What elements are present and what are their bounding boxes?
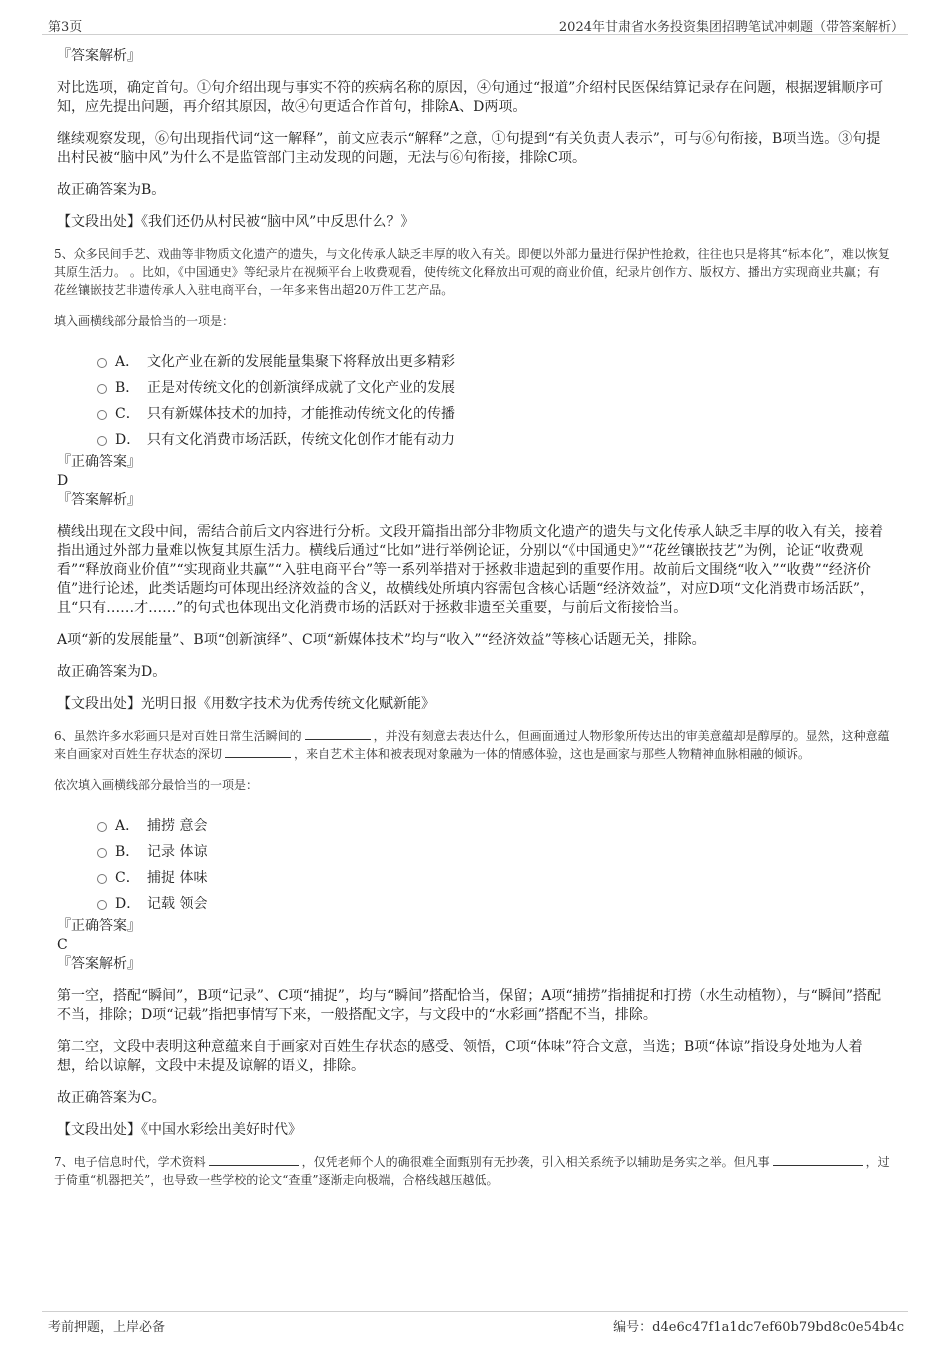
q5-analysis-para2: A项“新的发展能量”、B项“创新演绎”、C项“新媒体技术”均与“收入”“经济效益”等核心话题无关，排除。 — [57, 632, 706, 648]
q6-correct-label: 『正确答案』 — [57, 918, 141, 934]
page-header — [42, 14, 908, 35]
q6-analysis-para2: 第二空，文段中表明这种意蕴来自于画家对百姓生存状态的感受、领悟，C项“体味”符合文意，当选；B项“体谅”指设身处地为人着想，给以谅解，文段中未提及谅解的语义，排除。 — [57, 1039, 863, 1074]
q6-options — [97, 813, 890, 917]
q5-option-c[interactable]: C． 只有新媒体技术的加持，才能推动传统文化的传播 — [97, 401, 890, 427]
blank-line — [209, 1153, 299, 1166]
radio-icon[interactable] — [97, 848, 107, 858]
radio-icon[interactable] — [97, 900, 107, 910]
q6-instruction: 依次填入画横线部分最恰当的一项是： — [54, 778, 259, 792]
page-footer — [42, 1311, 908, 1336]
q5-stem: 5、众多民间手艺、戏曲等非物质文化遗产的遗失，与文化传承人缺乏丰厚的收入有关。即便以外部力量进行保护性抢救，往往也只是将其“标本化”，难以恢复其原生活力。 。比如，《中国通史》等纪录片在视频平台上收费观看，使传统文化释放出可观的商业价值，纪录片创作方、版权方、播出方实现商业共赢；有花丝镶嵌技艺非遗传承人入驻电商平台，一年多来售出超20万件工艺产品。 — [54, 247, 890, 297]
q5-analysis-label: 『答案解析』 — [57, 492, 141, 508]
q6-option-b[interactable]: B． 记录 体谅 — [97, 839, 890, 865]
q6-conclusion: 故正确答案为C。 — [57, 1090, 166, 1106]
q4-analysis-para2: 继续观察发现，⑥句出现指代词“这一解释”，前文应表示“解释”之意，①句提到“有关负责人表示”，可与⑥句衔接，B项当选。③句提出村民被“脑中风”为什么不是监管部门主动发现的问题，无法与⑥句衔接，排除C项。 — [57, 131, 881, 166]
blank-line — [773, 1153, 863, 1166]
blank-line — [305, 727, 371, 740]
q5-correct-label: 『正确答案』 — [57, 454, 141, 470]
q6-analysis-para1: 第一空，搭配“瞬间”，B项“记录”、C项“捕捉”，均与“瞬间”搭配恰当，保留；A项“捕捞”指捕捉和打捞（水生动植物），与“瞬间”搭配不当，排除；D项“记载”指把事情写下来，一般搭配文字，与文段中的“水彩画”搭配不当，排除。 — [57, 988, 881, 1023]
radio-icon[interactable] — [97, 384, 107, 394]
radio-icon[interactable] — [97, 436, 107, 446]
q7-stem: 7、电子信息时代，学术资料 ，仅凭老师个人的确很难全面甄别有无抄袭，引入相关系统予以辅助是务实之举。但凡事 ，过于倚重“机器把关”，也导致一些学校的论文“查重”逐渐走向极端，合格线越压越低。 — [54, 1155, 890, 1187]
document-title: 2024年甘肃省水务投资集团招聘笔试冲刺题（带答案解析） — [558, 20, 904, 35]
q6-option-d[interactable]: D． 记载 领会 — [97, 891, 890, 917]
q4-analysis-para1: 对比选项，确定首句。①句介绍出现与事实不符的疾病名称的原因，④句通过“报道”介绍村民医保结算记录存在问题，根据逻辑顺序可知，应先提出问题，再介绍其原因，故④句更适合作首句，排除A、D两项。 — [57, 80, 884, 115]
q6-analysis-label: 『答案解析』 — [57, 956, 141, 972]
q4-analysis-label: 『答案解析』 — [57, 48, 141, 64]
q5-option-b[interactable]: B． 正是对传统文化的创新演绎成就了文化产业的发展 — [97, 375, 890, 401]
document-body — [54, 46, 890, 1202]
document-code: 编号：d4e6c47f1a1dc7ef60b79bd8c0e54b4c — [613, 1320, 904, 1335]
q5-instruction: 填入画横线部分最恰当的一项是： — [54, 314, 235, 328]
q5-correct-answer: D — [57, 473, 69, 489]
page-number: 第3页 — [48, 20, 83, 35]
footer-slogan: 考前押题，上岸必备 — [48, 1320, 166, 1335]
radio-icon[interactable] — [97, 822, 107, 832]
q6-source: 【文段出处】《中国水彩绘出美好时代》 — [57, 1122, 302, 1138]
q6-correct-answer: C — [57, 937, 68, 953]
blank-line — [225, 745, 291, 758]
q4-source: 【文段出处】《我们还仍从村民被“脑中风”中反思什么？》 — [57, 214, 415, 230]
q4-conclusion: 故正确答案为B。 — [57, 182, 166, 198]
q6-stem: 6、虽然许多水彩画只是对百姓日常生活瞬间的 ，并没有刻意去表达什么，但画面通过人物形象所传达出的审美意蕴却是醇厚的。显然，这种意蕴来自画家对百姓生存状态的深切 ，来自艺术主体和被表现对象融为一体的情感体验，这也是画家与那些人物精神血脉相融的倾诉。 — [54, 729, 890, 761]
q5-source: 【文段出处】光明日报《用数字技术为优秀传统文化赋新能》 — [57, 696, 435, 712]
q5-option-a[interactable]: A． 文化产业在新的发展能量集聚下将释放出更多精彩 — [97, 349, 890, 375]
radio-icon[interactable] — [97, 358, 107, 368]
q5-conclusion: 故正确答案为D。 — [57, 664, 167, 680]
radio-icon[interactable] — [97, 410, 107, 420]
q6-option-a[interactable]: A． 捕捞 意会 — [97, 813, 890, 839]
q6-option-c[interactable]: C． 捕捉 体味 — [97, 865, 890, 891]
q5-analysis-para1: 横线出现在文段中间，需结合前后文内容进行分析。文段开篇指出部分非物质文化遗产的遗失与文化传承人缺乏丰厚的收入有关，接着指出通过外部力量难以恢复其原生活力。横线后通过“比如”进行举例论证，分别以“《中国通史》”“花丝镶嵌技艺”为例，论证“收费观看”“释放商业价值”“实现商业共赢”“入驻电商平台”等一系列举措对于拯救非遗起到的重要作用。故前后文围绕“收入”“收费”“经济价值”进行论述，此类话题均可体现出经济效益的含义，故横线处所填内容需包含核心话题“经济效益”，对应D项“文化消费市场活跃”，且“只有……才……”的句式也体现出文化消费市场的活跃对于拯救非遗至关重要，与前后文衔接恰当。 — [57, 524, 883, 616]
q5-options — [97, 349, 890, 453]
q5-option-d[interactable]: D． 只有文化消费市场活跃，传统文化创作才能有动力 — [97, 427, 890, 453]
radio-icon[interactable] — [97, 874, 107, 884]
